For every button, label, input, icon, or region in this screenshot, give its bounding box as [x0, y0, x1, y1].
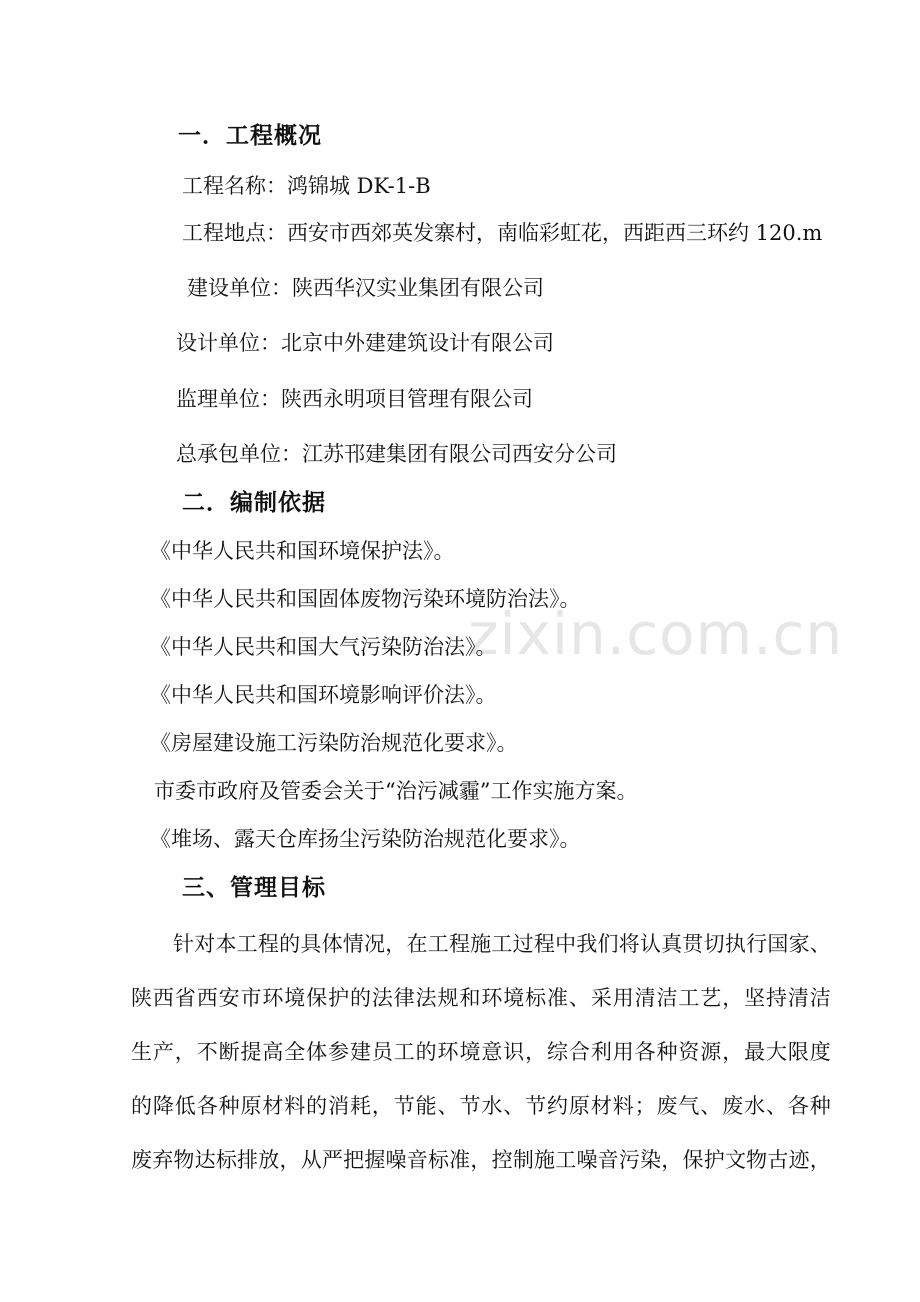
basis-item: 《中华人民共和国环境影响评价法》。: [150, 683, 497, 707]
paragraph-line: 废弃物达标排放，从严把握噪音标准，控制施工噪音污染，保护文物古迹，: [131, 1148, 831, 1172]
management-goal-paragraph: [131, 917, 831, 1187]
paragraph-line: 陕西省西安市环境保护的法律法规和环境标准、采用清洁工艺，坚持清洁: [131, 986, 831, 1010]
project-name: 工程名称：鸿锦城 DK-1-B: [182, 174, 431, 198]
project-location: 工程地点：西安市西郊英发寨村，南临彩虹花，西距西三环约 120.m: [182, 221, 823, 245]
basis-item: 《中华人民共和国大气污染防治法》。: [150, 635, 497, 659]
paragraph-line: 生产，不断提高全体参建员工的环境意识，综合利用各种资源，最大限度: [131, 1040, 831, 1064]
developer: 建设单位：陕西华汉实业集团有限公司: [187, 276, 544, 300]
basis-item: 市委市政府及管委会关于“治污减霾”工作实施方案。: [154, 779, 638, 803]
supervisor: 监理单位：陕西永明项目管理有限公司: [176, 387, 533, 411]
basis-item: 《中华人民共和国固体废物污染环境防治法》。: [150, 587, 581, 611]
paragraph-line: 针对本工程的具体情况，在工程施工过程中我们将认真贯切执行国家、: [173, 932, 831, 956]
designer: 设计单位：北京中外建建筑设计有限公司: [176, 331, 554, 355]
basis-item: 《堆场、露天仓库扬尘污染防治规范化要求》。: [150, 827, 581, 851]
section3-heading: 三、管理目标: [182, 875, 326, 901]
basis-item: 《房屋建设施工污染防治规范化要求》。: [150, 731, 518, 755]
basis-item: 《中华人民共和国环境保护法》。: [150, 539, 455, 563]
section2-heading: 二．编制依据: [182, 490, 326, 516]
paragraph-line: 的降低各种原材料的消耗，节能、节水、节约原材料；废气、废水、各种: [131, 1094, 831, 1118]
contractor: 总承包单位：江苏邗建集团有限公司西安分公司: [176, 442, 617, 466]
section1-heading: 一．工程概况: [178, 123, 322, 149]
watermark: zixin.com.cn: [468, 600, 844, 668]
